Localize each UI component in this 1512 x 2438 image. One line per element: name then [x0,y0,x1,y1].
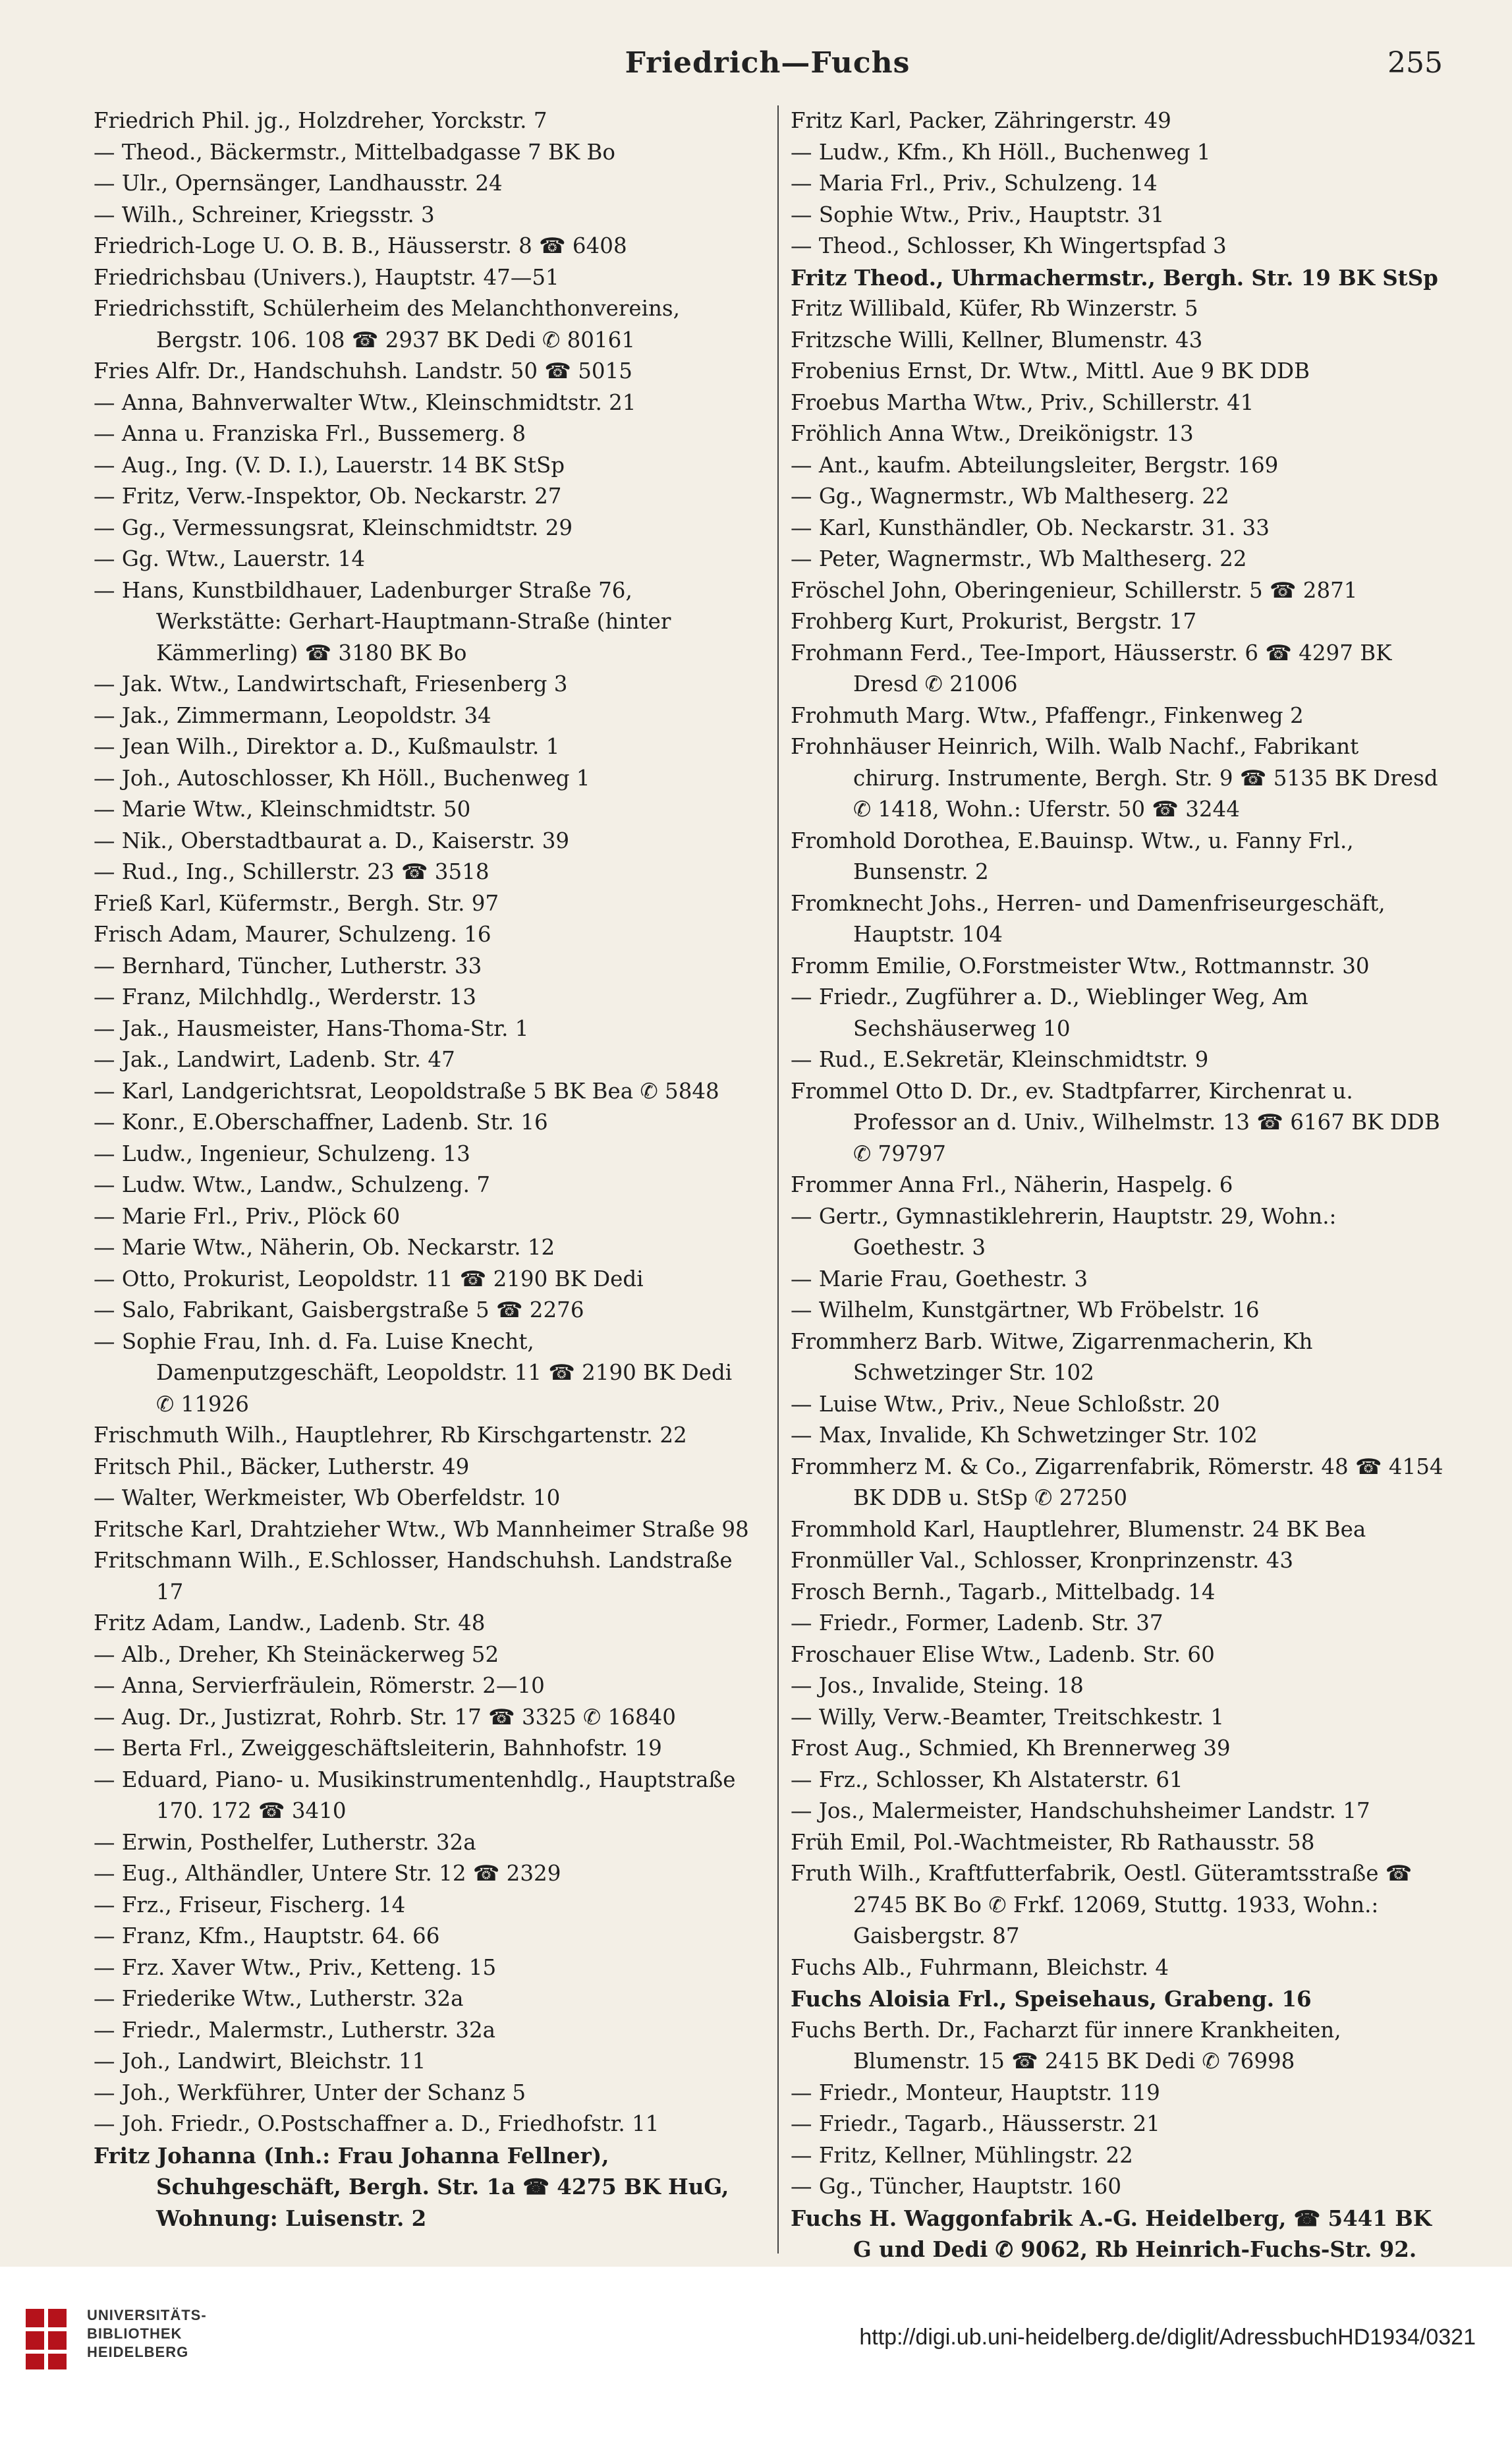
directory-entry: — Ulr., Opernsänger, Landhausstr. 24 [94,171,503,196]
directory-entry: — Gertr., Gymnastiklehrerin, Hauptstr. 29, Wohn.: Goethestr. 3 [791,1203,1337,1260]
directory-entry: Frommherz Barb. Witwe, Zigarrenmacherin, Kh Schwetzinger Str. 102 [791,1328,1313,1385]
directory-entry: — Frz., Schlosser, Kh Alstaterstr. 61 [791,1767,1183,1792]
directory-entry: — Jos., Malermeister, Handschuhsheimer Landstr. 17 [791,1798,1370,1823]
library-name-line: UNIVERSITÄTS- [87,2307,207,2323]
directory-entry: Frost Aug., Schmied, Kh Brennerweg 39 [791,1736,1231,1761]
directory-entry: Fromhold Dorothea, E.Bauinsp. Wtw., u. Fanny Frl., Bunsenstr. 2 [791,828,1354,884]
directory-entry: Friedrich-Loge U. O. B. B., Häusserstr. 8 ☎ 6408 [94,233,627,258]
directory-entry: Fuchs Berth. Dr., Facharzt für innere Krankheiten, Blumenstr. 15 ☎ 2415 BK Dedi ✆ 76998 [791,2017,1341,2074]
directory-entry: — Frz. Xaver Wtw., Priv., Ketteng. 15 [94,1954,497,1980]
directory-entry: — Luise Wtw., Priv., Neue Schloßstr. 20 [791,1391,1220,1417]
directory-entry: Fritz Adam, Landw., Ladenb. Str. 48 [94,1610,486,1635]
directory-entry: Frobenius Ernst, Dr. Wtw., Mittl. Aue 9 BK DDB [791,358,1310,383]
directory-entry: Fritschmann Wilh., E.Schlosser, Handschuhsh. Landstraße 17 [94,1548,733,1604]
directory-entry: Frommhold Karl, Hauptlehrer, Blumenstr. 24 BK Bea [791,1516,1366,1542]
directory-entry: — Marie Frau, Goethestr. 3 [791,1266,1088,1291]
directory-entry: — Aug., Ing. (V. D. I.), Lauerstr. 14 BK StSp [94,452,565,478]
directory-entry: Fritz Johanna (Inh.: Frau Johanna Fellner), Schuhgeschäft, Bergh. Str. 1a ☎ 4275 BK HuG, Wohnung: Luisenstr. 2 [94,2142,729,2231]
directory-entry: — Sophie Frau, Inh. d. Fa. Luise Knecht, Damenputzgeschäft, Leopoldstr. 11 ☎ 2190 BK Dedi ✆ 11926 [94,1328,733,1417]
library-name [87,2306,258,2362]
directory-entry: — Eug., Althändler, Untere Str. 12 ☎ 2329 [94,1861,561,1886]
directory-entry: Frieß Karl, Küfermstr., Bergh. Str. 97 [94,890,499,916]
directory-entry: — Friedr., Monteur, Hauptstr. 119 [791,2080,1160,2105]
directory-entry: Fritz Karl, Packer, Zähringerstr. 49 [791,108,1171,133]
directory-entry: — Otto, Prokurist, Leopoldstr. 11 ☎ 2190 BK Dedi [94,1266,644,1291]
directory-entry: Fritz Willibald, Küfer, Rb Winzerstr. 5 [791,296,1198,321]
directory-entry: Fritzsche Willi, Kellner, Blumenstr. 43 [791,327,1203,353]
directory-entry: — Marie Wtw., Näherin, Ob. Neckarstr. 12 [94,1235,555,1260]
directory-entry: — Franz, Milchhdlg., Werderstr. 13 [94,984,476,1009]
page-header [92,46,1443,92]
directory-entry: Fröschel John, Oberingenieur, Schillerstr. 5 ☎ 2871 [791,577,1358,603]
directory-entry: Frohmann Ferd., Tee-Import, Häusserstr. 6 ☎ 4297 BK Dresd ✆ 21006 [791,640,1392,696]
directory-entry: — Karl, Kunsthändler, Ob. Neckarstr. 31. 33 [791,515,1270,540]
page-number: 255 [1387,46,1443,80]
directory-entry: Fromm Emilie, O.Forstmeister Wtw., Rottmannstr. 30 [791,953,1370,978]
directory-entry: Frohnhäuser Heinrich, Wilh. Walb Nachf., Fabrikant chirurg. Instrumente, Bergh. Str. 9 ☎ 5135 BK Dresd ✆ 1418, Wohn.: Uferstr. 50 ☎ 3244 [791,734,1438,822]
directory-entry: — Marie Frl., Priv., Plöck 60 [94,1203,401,1229]
directory-entry: — Joh., Landwirt, Bleichstr. 11 [94,2049,426,2074]
directory-entry: — Rud., Ing., Schillerstr. 23 ☎ 3518 [94,859,490,884]
directory-entry: Frosch Bernh., Tagarb., Mittelbadg. 14 [791,1579,1216,1604]
directory-entry: — Fritz, Verw.-Inspektor, Ob. Neckarstr. 27 [94,484,562,509]
directory-entry: — Wilhelm, Kunstgärtner, Wb Fröbelstr. 16 [791,1297,1260,1322]
directory-entry: — Ludw., Ingenieur, Schulzeng. 13 [94,1141,470,1166]
directory-entry: Frohberg Kurt, Prokurist, Bergstr. 17 [791,609,1197,634]
directory-entry: Friedrich Phil. jg., Holzdreher, Yorckstr. 7 [94,108,547,133]
directory-entry: Fries Alfr. Dr., Handschuhsh. Landstr. 50 ☎ 5015 [94,358,632,383]
directory-entry: — Gg., Wagnermstr., Wb Maltheserg. 22 [791,484,1229,509]
directory-entry: — Friedr., Zugführer a. D., Wieblinger Weg, Am Sechshäuserweg 10 [791,984,1308,1041]
directory-entry: — Joh. Friedr., O.Postschaffner a. D., Friedhofstr. 11 [94,2111,659,2136]
directory-entry: Friedrichsstift, Schülerheim des Melanchthonvereins, Bergstr. 106. 108 ☎ 2937 BK Dedi ✆ 80161 [94,296,680,353]
directory-entry: — Anna, Bahnverwalter Wtw., Kleinschmidtstr. 21 [94,389,636,415]
directory-entry: — Salo, Fabrikant, Gaisbergstraße 5 ☎ 2276 [94,1297,584,1322]
directory-entry: — Berta Frl., Zweiggeschäftsleiterin, Bahnhofstr. 19 [94,1736,662,1761]
directory-entry: — Jak., Zimmermann, Leopoldstr. 34 [94,702,491,728]
directory-entry: Frommherz M. & Co., Zigarrenfabrik, Römerstr. 48 ☎ 4154 BK DDB u. StSp ✆ 27250 [791,1454,1443,1510]
directory-entry: — Wilh., Schreiner, Kriegsstr. 3 [94,202,435,227]
directory-entry: — Walter, Werkmeister, Wb Oberfeldstr. 10 [94,1485,561,1510]
directory-entry: — Anna u. Franziska Frl., Bussemerg. 8 [94,421,526,446]
directory-entry: — Karl, Landgerichtsrat, Leopoldstraße 5 BK Bea ✆ 5848 [94,1078,719,1104]
directory-entry: — Nik., Oberstadtbaurat a. D., Kaiserstr. 39 [94,828,570,853]
directory-entry: — Fritz, Kellner, Mühlingstr. 22 [791,2142,1133,2168]
directory-entry: Früh Emil, Pol.-Wachtmeister, Rb Rathausstr. 58 [791,1829,1315,1855]
directory-entry: — Jak. Wtw., Landwirtschaft, Friesenberg 3 [94,671,568,696]
directory-entry: — Rud., E.Sekretär, Kleinschmidtstr. 9 [791,1047,1209,1072]
directory-entry: — Marie Wtw., Kleinschmidtstr. 50 [94,797,471,822]
directory-entry: Fromknecht Johs., Herren- und Damenfriseurgeschäft, Hauptstr. 104 [791,890,1386,947]
directory-entry: — Hans, Kunstbildhauer, Ladenburger Straße 76, Werkstätte: Gerhart-Hauptmann-Straße (hinter Kämmerling) ☎ 3180 BK Bo [94,577,671,666]
directory-entry: — Friedr., Malermstr., Lutherstr. 32a [94,2017,496,2043]
footer [0,2267,1512,2438]
directory-entry: — Sophie Wtw., Priv., Hauptstr. 31 [791,202,1165,227]
directory-entry: — Friedr., Former, Ladenb. Str. 37 [791,1610,1163,1635]
directory-entry: — Jak., Landwirt, Ladenb. Str. 47 [94,1047,455,1072]
right-column [791,105,1449,2262]
directory-entry: — Bernhard, Tüncher, Lutherstr. 33 [94,953,482,978]
directory-entry: — Anna, Servierfräulein, Römerstr. 2—10 [94,1673,545,1698]
directory-entry: Fritsch Phil., Bäcker, Lutherstr. 49 [94,1454,470,1479]
directory-entry: — Theod., Bäckermstr., Mittelbadgasse 7 BK Bo [94,139,615,165]
directory-entry: — Erwin, Posthelfer, Lutherstr. 32a [94,1829,476,1855]
directory-entry: — Joh., Werkführer, Unter der Schanz 5 [94,2080,526,2105]
directory-entry: Frohmuth Marg. Wtw., Pfaffengr., Finkenweg 2 [791,702,1304,728]
directory-entry: — Konr., E.Oberschaffner, Ladenb. Str. 16 [94,1110,548,1135]
source-url[interactable]: http://digi.ub.uni-heidelberg.de/diglit/AdressbuchHD1934/0321 [859,2325,1476,2350]
left-column [94,105,752,2254]
directory-entry: — Friedr., Tagarb., Häusserstr. 21 [791,2111,1160,2136]
directory-entry: — Aug. Dr., Justizrat, Rohrb. Str. 17 ☎ 3325 ✆ 16840 [94,1704,676,1730]
running-title: Friedrich—Fuchs [625,46,910,80]
directory-entry: Froebus Martha Wtw., Priv., Schillerstr. 41 [791,389,1254,415]
library-name-line: BIBLIOTHEK [87,2325,182,2342]
directory-entry: Froschauer Elise Wtw., Ladenb. Str. 60 [791,1641,1215,1667]
directory-entry: Frommel Otto D. Dr., ev. Stadtpfarrer, Kirchenrat u. Professor an d. Univ., Wilhelmstr. 13 ☎ 6167 BK DDB ✆ 79797 [791,1078,1440,1166]
directory-entry: — Ludw. Wtw., Landw., Schulzeng. 7 [94,1172,490,1197]
library-name-line: HEIDELBERG [87,2344,189,2360]
directory-entry: — Alb., Dreher, Kh Steinäckerweg 52 [94,1641,499,1667]
directory-entry: — Gg., Vermessungsrat, Kleinschmidtstr. 29 [94,515,573,540]
directory-entry: Frommer Anna Frl., Näherin, Haspelg. 6 [791,1172,1233,1197]
directory-entry: — Friederike Wtw., Lutherstr. 32a [94,1986,464,2011]
directory-entry: — Jean Wilh., Direktor a. D., Kußmaulstr. 1 [94,734,560,759]
directory-entry: — Ludw., Kfm., Kh Höll., Buchenweg 1 [791,139,1211,165]
directory-entry: Fritz Theod., Uhrmachermstr., Bergh. Str. 19 BK StSp [791,264,1438,291]
directory-entry: Fröhlich Anna Wtw., Dreikönigstr. 13 [791,421,1194,446]
directory-entry: — Frz., Friseur, Fischerg. 14 [94,1892,406,1917]
directory-entry: Fuchs H. Waggonfabrik A.-G. Heidelberg, ☎ 5441 BK G und Dedi ✆ 9062, Rb Heinrich-Fuchs-Str. 92. [791,2205,1432,2262]
column-divider [777,105,779,2254]
directory-entry: Frisch Adam, Maurer, Schulzeng. 16 [94,922,491,947]
directory-entry: — Franz, Kfm., Hauptstr. 64. 66 [94,1923,440,1948]
directory-entry: Fuchs Aloisia Frl., Speisehaus, Grabeng. 16 [791,1986,1312,2012]
directory-entry: — Jak., Hausmeister, Hans-Thoma-Str. 1 [94,1015,529,1041]
directory-entry: Fronmüller Val., Schlosser, Kronprinzenstr. 43 [791,1548,1294,1573]
directory-entry: — Ant., kaufm. Abteilungsleiter, Bergstr. 169 [791,452,1279,478]
library-logo-icon [23,2306,69,2372]
directory-entry: Fuchs Alb., Fuhrmann, Bleichstr. 4 [791,1954,1169,1980]
directory-entry: — Eduard, Piano- u. Musikinstrumentenhdlg., Hauptstraße 170. 172 ☎ 3410 [94,1767,736,1823]
directory-entry: — Gg., Tüncher, Hauptstr. 160 [791,2174,1122,2199]
directory-entry: — Joh., Autoschlosser, Kh Höll., Buchenweg 1 [94,765,590,791]
directory-entry: — Maria Frl., Priv., Schulzeng. 14 [791,171,1158,196]
directory-entry: Fruth Wilh., Kraftfutterfabrik, Oestl. Güteramtsstraße ☎ 2745 BK Bo ✆ Frkf. 12069, Stuttg. 1933, Wohn.: Gaisbergstr. 87 [791,1861,1413,1948]
directory-entry: — Gg. Wtw., Lauerstr. 14 [94,546,366,571]
directory-entry: — Peter, Wagnermstr., Wb Maltheserg. 22 [791,546,1247,571]
directory-entry: — Willy, Verw.-Beamter, Treitschkestr. 1 [791,1704,1224,1730]
directory-entry: — Jos., Invalide, Steing. 18 [791,1673,1084,1698]
directory-entry: — Theod., Schlosser, Kh Wingertspfad 3 [791,233,1227,258]
directory-entry: — Max, Invalide, Kh Schwetzinger Str. 102 [791,1423,1258,1448]
directory-entry: Friedrichsbau (Univers.), Hauptstr. 47—51 [94,264,559,290]
directory-entry: Fritsche Karl, Drahtzieher Wtw., Wb Mannheimer Straße 98 [94,1516,749,1542]
directory-entry: Frischmuth Wilh., Hauptlehrer, Rb Kirschgartenstr. 22 [94,1423,687,1448]
